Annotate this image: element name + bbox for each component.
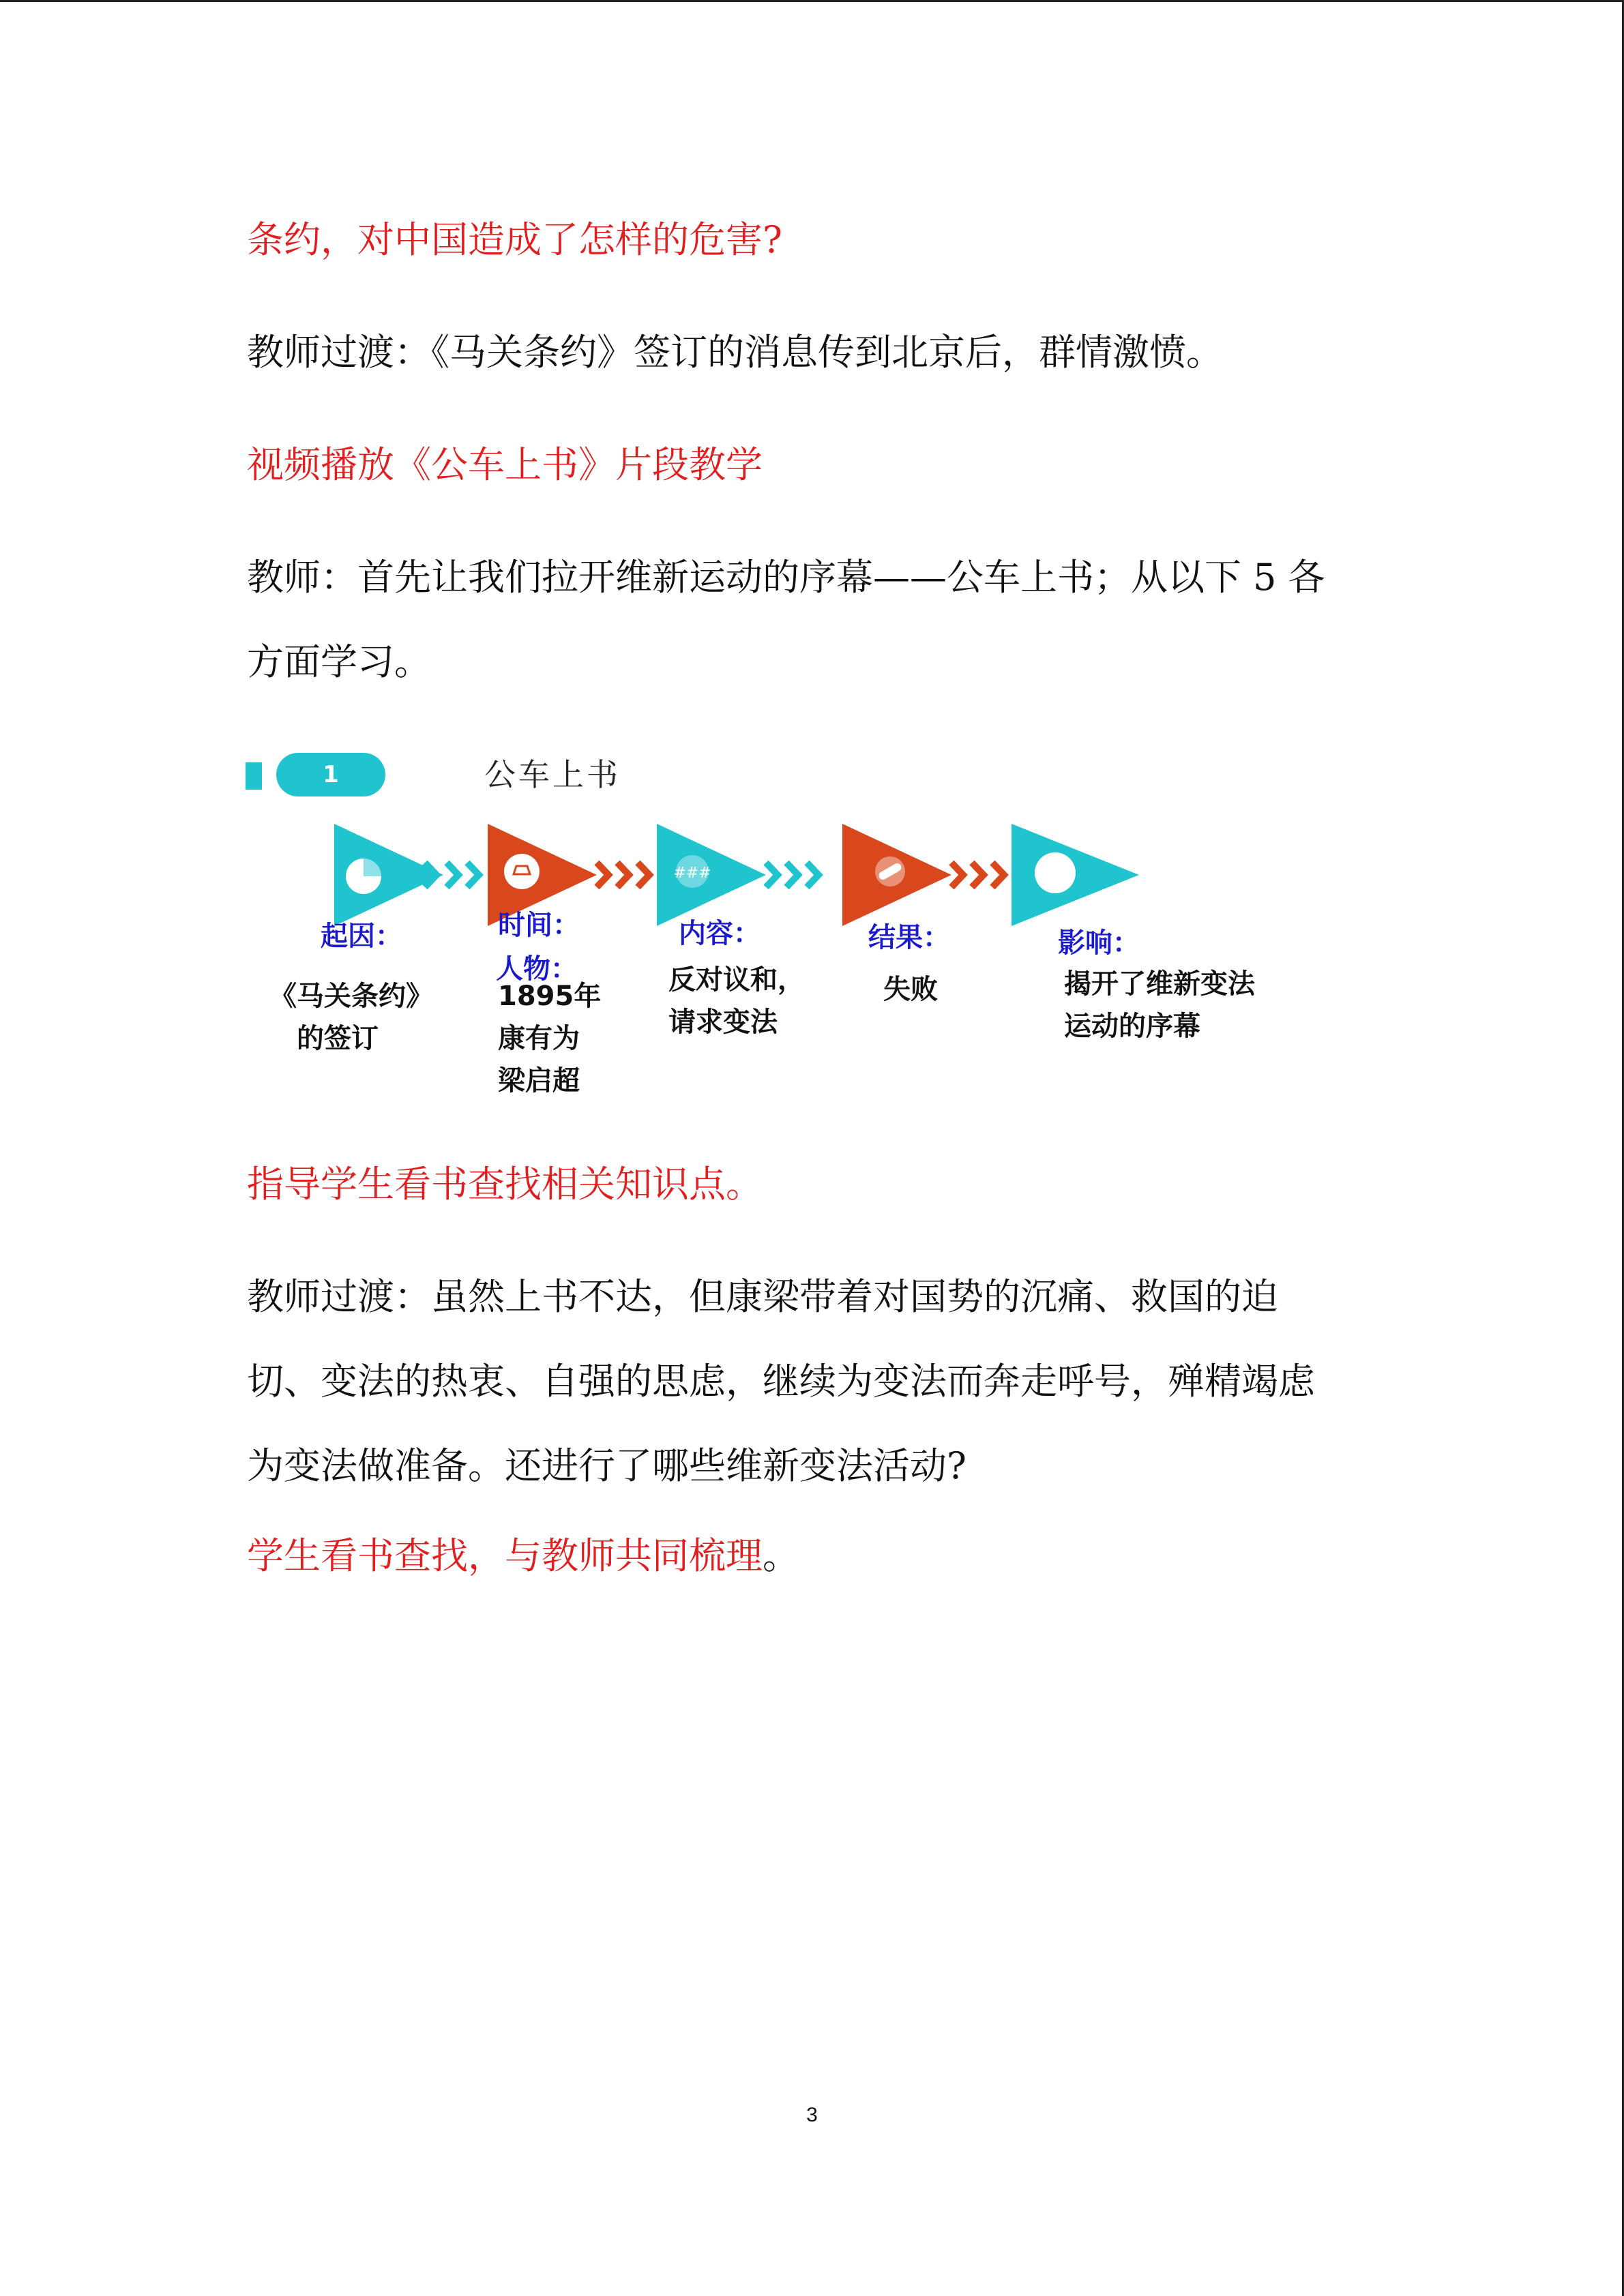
chevron-right-icon bbox=[786, 863, 798, 887]
page-number: 3 bbox=[806, 2104, 818, 2126]
timeline-text-line: 揭开了维新变法 bbox=[1064, 968, 1255, 1000]
timeline-text-line: 康有为 bbox=[498, 1023, 580, 1054]
timeline-text-line: 反对议和， bbox=[668, 964, 805, 996]
timeline-step-5-text bbox=[1064, 963, 1255, 1047]
paragraph-line: 教师：首先让我们拉开维新运动的序幕——公车上书；从以下 5 各 bbox=[247, 556, 1325, 599]
paragraph-line: 切、变法的热衷、自强的思虑，继续为变法而奔走呼号，殚精竭虑 bbox=[247, 1360, 1315, 1403]
timeline-step-3-arrow bbox=[657, 824, 818, 926]
figure-title: 公车上书 bbox=[484, 756, 621, 793]
chevron-right-icon bbox=[951, 863, 963, 887]
timeline-text-line: 《马关条约》 bbox=[269, 981, 433, 1012]
page-border-top bbox=[0, 0, 1624, 2]
paragraph-teacher-transition-2 bbox=[247, 1255, 1365, 1508]
paragraph-line: 教师过渡：虽然上书不达，但康梁带着对国势的沉痛、救国的迫 bbox=[247, 1275, 1278, 1318]
paragraph-line: 方面学习。 bbox=[247, 640, 431, 683]
timeline-step-4-arrow bbox=[842, 824, 1004, 926]
timeline-step-3-text bbox=[668, 959, 805, 1043]
timeline-step-2-label: 时间： bbox=[498, 910, 580, 941]
figure-number-badge: 1 bbox=[276, 753, 385, 796]
paragraph-teacher-transition: 教师过渡：《马关条约》签订的消息传到北京后，群情激愤。 bbox=[247, 331, 1223, 374]
timeline-text-line: 请求变法 bbox=[668, 1007, 778, 1038]
timeline-step-1-label: 起因： bbox=[321, 921, 402, 952]
paragraph-guide-students: 指导学生看书查找相关知识点。 bbox=[247, 1163, 763, 1206]
paragraph-video-instruction: 视频播放《公车上书》片段教学 bbox=[247, 443, 763, 486]
paragraph-line: 为变法做准备。还进行了哪些维新变法活动? bbox=[247, 1444, 966, 1487]
timeline-step-3-label: 内容： bbox=[679, 918, 761, 949]
timeline-text-line: 失败 bbox=[883, 974, 938, 1005]
timeline-text-line: 的签订 bbox=[297, 1023, 379, 1054]
chevron-right-icon bbox=[617, 863, 629, 887]
chevron-right-icon bbox=[807, 863, 818, 887]
svg-text:###: ### bbox=[673, 865, 711, 882]
chevron-right-icon bbox=[992, 863, 1004, 887]
chevron-right-icon bbox=[766, 863, 778, 887]
chevron-right-icon bbox=[597, 863, 608, 887]
timeline-step-5-arrow bbox=[1012, 824, 1139, 926]
timeline-step-1-text bbox=[269, 975, 433, 1060]
paragraph-question: 条约，对中国造成了怎样的危害? bbox=[247, 218, 782, 261]
timeline-step-5-label: 影响： bbox=[1058, 927, 1140, 959]
timeline-step-4-label: 结果： bbox=[868, 922, 950, 953]
timeline-text-line: 1895年 bbox=[498, 981, 602, 1012]
paragraph-red-text: 学生看书查找，与教师共同梳理 bbox=[247, 1534, 763, 1577]
timeline-text-line: 运动的序幕 bbox=[1064, 1011, 1200, 1042]
circle-icon bbox=[1035, 852, 1076, 893]
timeline-step-1-arrow bbox=[334, 824, 479, 926]
paragraph-students-review bbox=[247, 1514, 1365, 1598]
chevron-right-icon bbox=[638, 863, 649, 887]
timeline-step-2-label-2: 人物： bbox=[496, 953, 578, 985]
bag-icon bbox=[504, 854, 540, 889]
paragraph-period: 。 bbox=[763, 1534, 799, 1577]
timeline-text-line: 梁启超 bbox=[498, 1065, 580, 1097]
gongche-shangshu-timeline-figure bbox=[242, 743, 1374, 1112]
paragraph-teacher-intro bbox=[247, 535, 1365, 704]
timeline-step-2-text bbox=[498, 975, 601, 1102]
chevron-right-icon bbox=[467, 863, 479, 887]
chevron-right-icon bbox=[972, 863, 984, 887]
chevron-right-icon bbox=[447, 863, 458, 887]
timeline-step-4-text bbox=[883, 968, 938, 1011]
